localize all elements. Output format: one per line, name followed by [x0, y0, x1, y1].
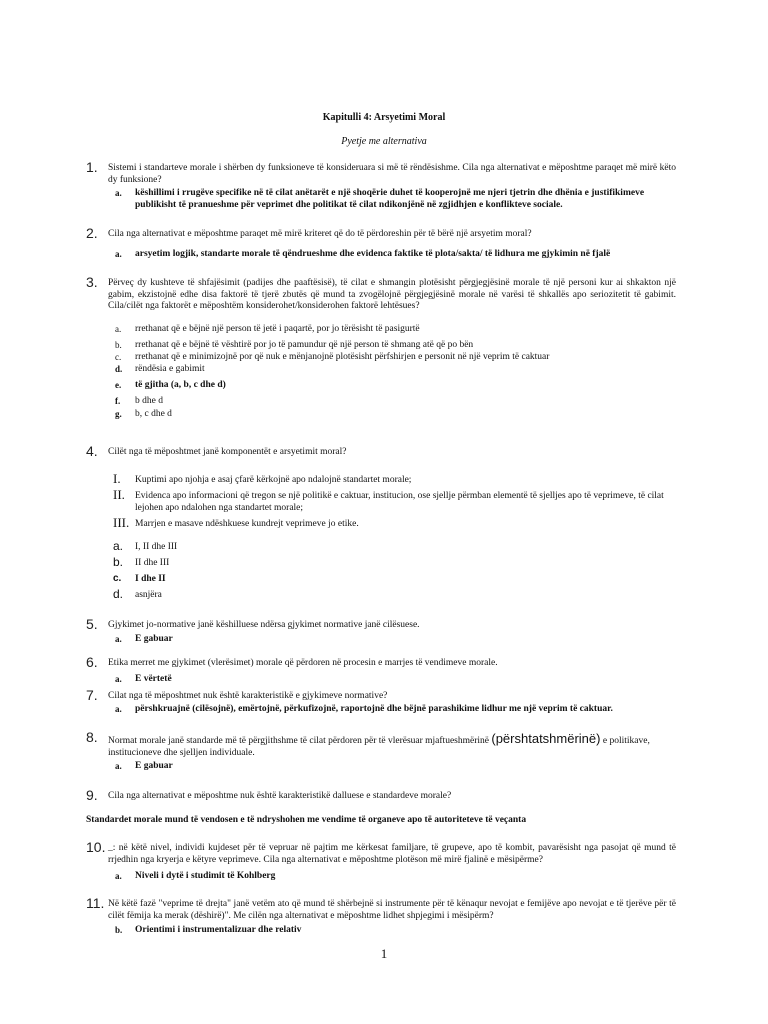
component-item: Marrjen e masave ndëshkuese kundrejt veprimeve jo etike. [135, 519, 359, 529]
option-letter: a. [115, 871, 122, 881]
component-item: Evidenca apo informacioni që tregon se një politikë e caktuar, institucion, ose sjellje përmban elementë të sjelljes apo të veprimeve, të cilat lejohen apo ndalohen nga standartet morale; [135, 491, 664, 513]
question-text: Cilët nga të mëposhtmet janë komponentët e arsyetimit moral? [108, 447, 347, 457]
question-text: _: në këtë nivel, individi kujdeset për të vepruar në pajtim me kërkesat familjare, të grupeve, apo të kombit, pavarësisht nga pasojat që mund të rrjedhin nga kryerja e këtyre veprimeve. Cila nga alternativat e mëposhtme plotëson më mirë fjalinë e mësipërme? [108, 843, 676, 865]
question-number: 2. [86, 225, 98, 241]
question-text: Cilat nga të mëposhtmet nuk është karakteristikë e gjykimeve normative? [108, 691, 388, 701]
question-number: 7. [86, 687, 98, 703]
answer-option: b dhe d [135, 396, 163, 406]
option-letter: c. [113, 573, 122, 584]
answer-option: Orientimi i instrumentalizuar dhe relativ [135, 925, 302, 935]
answer-option: E vërtetë [135, 674, 172, 684]
answer-option-correct: të gjitha (a, b, c dhe d) [135, 380, 226, 390]
answer-option: rëndësia e gabimit [135, 364, 205, 374]
answer-option: I, II dhe III [135, 542, 178, 552]
question-text-part: e politikave, institucioneve dhe sjelljen individuale. [108, 736, 650, 758]
option-letter: b. [115, 340, 122, 350]
answer-option: asnjëra [135, 590, 162, 600]
option-letter: a. [115, 761, 122, 771]
answer-option-correct: I dhe II [135, 574, 166, 584]
option-letter: e. [115, 380, 122, 390]
answer-statement: Standardet morale mund të vendosen e të ndryshohen me vendime të organeve apo të autoriteteve të veçanta [86, 815, 527, 825]
option-letter: g. [115, 409, 122, 419]
option-letter: d. [113, 587, 124, 601]
option-letter: a. [115, 704, 122, 714]
question-number: 4. [86, 443, 98, 459]
option-letter: b. [113, 555, 124, 569]
option-letter: a. [113, 539, 124, 553]
option-letter: d. [115, 364, 123, 374]
question-text-emphasis: (përshtatshmërinë) [491, 731, 601, 746]
question-number: 8. [86, 729, 98, 745]
option-letter: a. [115, 188, 122, 198]
option-letter: c. [115, 352, 122, 362]
answer-option: këshillimi i rrugëve specifike në të cilat anëtarët e një shoqërie duhet të kooperojnë me njeri tjetrin dhe dhënia e justifikimeve publikisht të pranueshme për veprimet dhe politikat të cilat ndikonjënë në zgjidhjen e konflikteve sociale. [135, 188, 645, 210]
answer-option: përshkruajnë (cilësojnë), emërtojnë, përkufizojnë, raportojnë dhe bëjnë parashikime lidhur me një veprim të caktuar. [135, 704, 613, 714]
answer-option: arsyetim logjik, standarte morale të qëndrueshme dhe evidenca faktike të plota/sakta/ të lidhura me gjykimin në fjalë [135, 249, 611, 259]
answer-option: rrethanat që e bëjnë të vështirë por jo të pamundur që një person të shmang atë që po bën [135, 340, 474, 350]
answer-option: E gabuar [135, 761, 173, 771]
question-text: Cila nga alternativat e mëposhtme paraqet më mirë kriteret që do të përdoreshin për të bërë një arsyetim moral? [108, 229, 532, 239]
answer-option: Niveli i dytë i studimit të Kohlberg [135, 871, 276, 881]
question-number: 9. [86, 787, 98, 803]
question-number: 11. [86, 895, 105, 911]
roman-numeral: I. [113, 471, 121, 486]
option-letter: b. [115, 925, 123, 935]
question-text: Cila nga alternativat e mëposhtme nuk është karakteristikë dalluese e standardeve morale? [108, 791, 452, 801]
answer-option: II dhe III [135, 558, 170, 568]
option-letter: a. [115, 324, 122, 334]
question-text: Në këtë fazë "veprime të drejta" janë vetëm ato që mund të shërbejnë si instrumente për të kënaqur nevojat e femijëve apo nevojat e të tjerëve për të cilët fëmija ka merak (dëshirë)". Me cilën nga alternativat e mëposhtme lidhet shpjegimi i mësipërm? [108, 899, 676, 921]
option-letter: a. [115, 634, 122, 644]
option-letter: f. [115, 396, 121, 406]
answer-option: rrethanat që e bëjnë një person të jetë i paqartë, por jo tërësisht të pasigurtë [135, 324, 420, 334]
question-number: 10. [86, 839, 106, 855]
answer-option: E gabuar [135, 634, 173, 644]
answer-option: rrethanat që e minimizojnë por që nuk e mënjanojnë plotësisht përfshirjen e personit në një veprim të caktuar [135, 352, 550, 362]
question-text: Sistemi i standarteve morale i shërben dy funksioneve të konsideruara si më të rëndësishme. Cila nga alternativat e mëposhtme paraqet më mirë këto dy funksione? [108, 163, 676, 185]
page-subtitle: Pyetje me alternativa [341, 136, 427, 147]
question-number: 1. [86, 159, 98, 175]
question-text: Përveç dy kushteve të shfajësimit (padijes dhe paaftësisë), të cilat e shmangin plotësisht përgjegjësinë morale të një personi kur ai shkakton një gabim, ekzistojnë edhe disa faktorë të tjerë zbutës që mund ta zvogëlojnë përgjegjësinë morale në varësi të shkallës apo seriozitetit të gabimit. Cila/cilët nga faktorët e mëposhtëm konsiderohet/konsiderohen faktorë lehtësues? [108, 278, 676, 311]
question-text: Etika merret me gjykimet (vlerësimet) morale që përdoren në procesin e marrjes të vendimeve morale. [108, 658, 498, 668]
component-item: Kuptimi apo njohja e asaj çfarë kërkojnë apo ndalojnë standartet morale; [135, 475, 412, 485]
question-number: 6. [86, 654, 98, 670]
roman-numeral: II. [113, 487, 125, 502]
question-number: 5. [86, 616, 98, 632]
page-number: 1 [380, 946, 388, 961]
answer-option: b, c dhe d [135, 409, 172, 419]
question-number: 3. [86, 274, 98, 290]
question-text [108, 733, 676, 759]
option-letter: a. [115, 249, 122, 259]
option-letter: a. [115, 674, 122, 684]
roman-numeral: III. [113, 515, 130, 530]
question-text-part: Normat morale janë standarde më të përgjithshme të cilat përdoren për të vlerësuar mjaftueshmërinë [108, 736, 489, 746]
page-title: Kapitulli 4: Arsyetimi Moral [322, 112, 446, 123]
question-text: Gjykimet jo-normative janë këshilluese ndërsa gjykimet normative janë cilësuese. [108, 620, 420, 630]
